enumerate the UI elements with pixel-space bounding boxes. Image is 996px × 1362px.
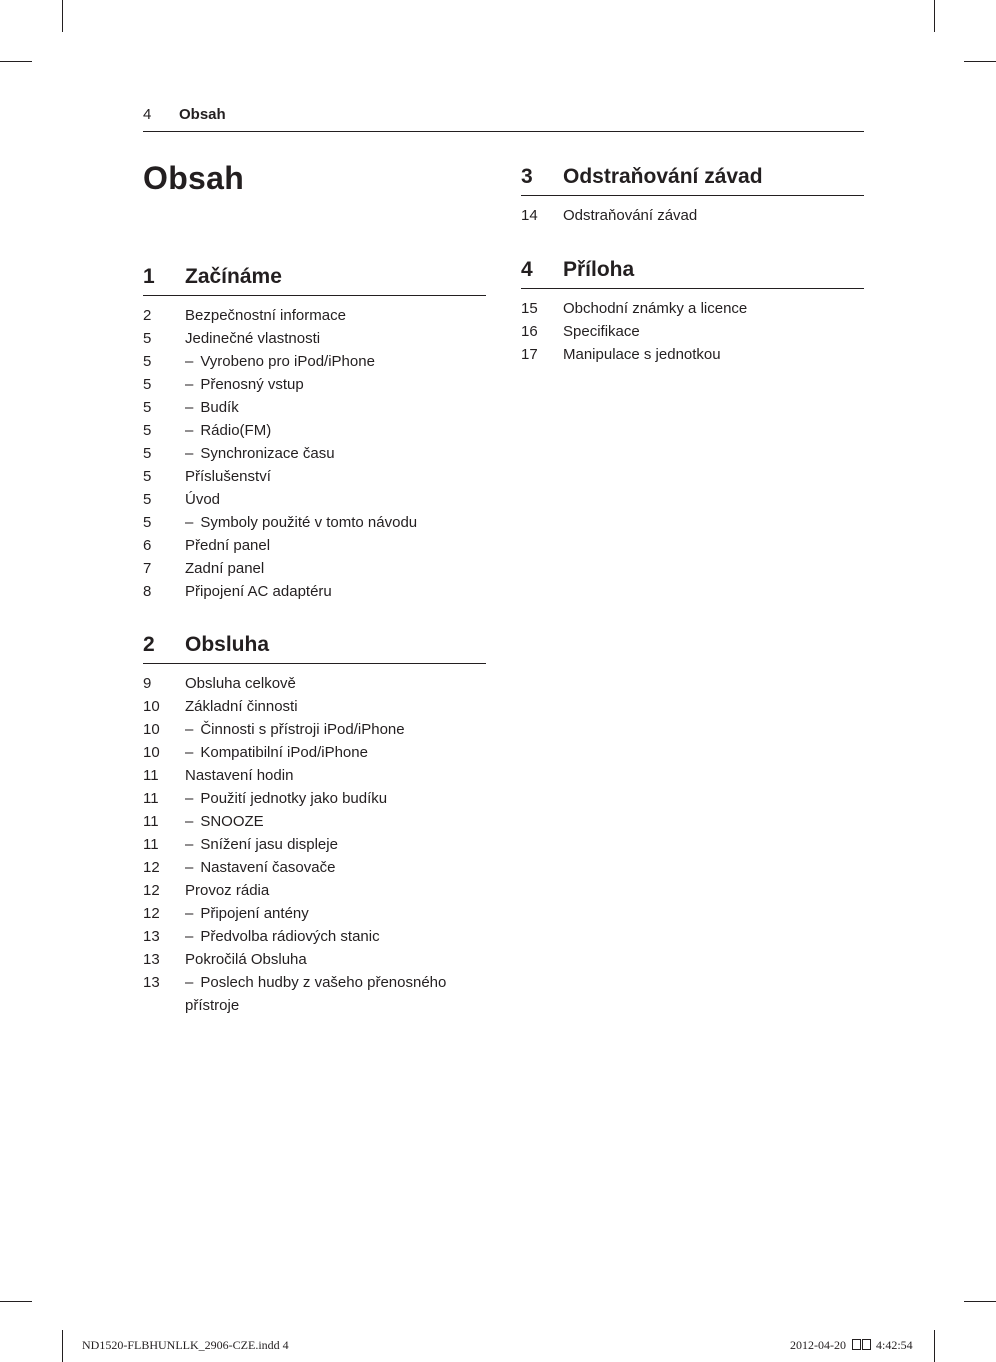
entry-list [521,297,864,366]
entry-title: – Vyrobeno pro iPod/iPhone [185,350,375,373]
print-date: 2012-04-20 [790,1338,846,1352]
entry-page-number: 12 [143,859,160,876]
entry-page-number: 12 [143,905,160,922]
toc-entry [143,764,486,787]
toc-entry [143,994,486,1017]
entry-page-number: 5 [143,491,152,508]
toc-entry [143,442,486,465]
toc-entry [143,902,486,925]
entry-title: Příslušenství [185,468,271,485]
entry-page-number: 10 [143,721,160,738]
entry-title: – Budík [185,396,239,419]
entry-page-number: 17 [521,346,538,363]
entry-page-number: 11 [143,790,159,807]
section-number: 2 [143,633,155,656]
entry-page-number: 11 [143,836,159,853]
toc-entry [143,925,486,948]
section-number: 3 [521,165,533,188]
toc-entry [521,320,864,343]
header-title: Obsah [179,106,226,123]
page-number: 4 [143,106,152,123]
toc-entry [143,833,486,856]
section-title: Příloha [563,258,635,281]
entry-page-number: 10 [143,744,160,761]
crop-mark [934,1330,935,1362]
entry-title: Nastavení hodin [185,767,294,784]
toc-entry [521,343,864,366]
entry-title: Přední panel [185,537,271,554]
entry-title: – Snížení jasu displeje [185,833,338,856]
entry-title: – Připojení antény [185,902,309,925]
section-title: Odstraňování závad [563,165,763,188]
section-number: 4 [521,258,533,281]
entry-page-number: 14 [521,207,538,224]
toc-section-1 [143,263,486,603]
entry-title: – SNOOZE [185,810,264,833]
entry-page-number: 8 [143,583,152,600]
entry-page-number: 5 [143,353,152,370]
section-title: Obsluha [185,633,270,656]
entry-page-number: 15 [521,300,538,317]
section-heading [143,631,486,664]
toc-entry [521,297,864,320]
entry-page-number: 5 [143,468,152,485]
entry-title: – Činnosti s přístroji iPod/iPhone [185,718,405,741]
section-heading [143,263,486,296]
entry-title: – Symboly použité v tomto návodu [185,511,417,534]
toc-entry [143,511,486,534]
crop-mark [964,1301,996,1302]
toc-entry [143,488,486,511]
entry-title: – Nastavení časovače [185,856,335,879]
print-time: 4:42:54 [876,1338,913,1352]
toc-entry [143,534,486,557]
toc-entry [143,580,486,603]
toc-entry [143,718,486,741]
entry-title: Specifikace [563,323,640,340]
toc-entry [143,672,486,695]
entry-page-number: 10 [143,698,160,715]
section-title: Začínáme [185,265,282,288]
missing-glyph-icon [852,1338,872,1353]
entry-page-number: 13 [143,951,160,968]
entry-title: – Synchronizace času [185,442,335,465]
print-timestamp [790,1338,913,1353]
page-title: Obsah [143,160,245,196]
entry-list [143,304,486,603]
toc-section-3 [521,163,864,227]
entry-page-number: 9 [143,675,152,692]
entry-title: Pokročilá Obsluha [185,951,307,968]
entry-page-number: 11 [143,767,159,784]
toc-entry [143,810,486,833]
entry-title: přístroje [185,997,240,1014]
entry-title: Manipulace s jednotkou [563,346,721,363]
crop-mark [62,1330,63,1362]
toc-section-4 [521,256,864,366]
entry-title: – Poslech hudby z vašeho přenosného [185,971,446,994]
toc-entry [143,396,486,419]
toc-entry [143,787,486,810]
toc-entry [143,373,486,396]
entry-page-number: 5 [143,330,152,347]
toc-entry [143,350,486,373]
toc-section-2 [143,631,486,1017]
entry-title: Odstraňování závad [563,207,698,224]
entry-title: – Použití jednotky jako budíku [185,787,387,810]
toc-entry [143,695,486,718]
entry-title: Provoz rádia [185,882,270,899]
entry-title: – Předvolba rádiových stanic [185,925,380,948]
toc-entry [143,465,486,488]
entry-title: Obsluha celkově [185,675,296,692]
entry-title: – Přenosný vstup [185,373,304,396]
crop-mark [0,61,32,62]
entry-page-number: 13 [143,928,160,945]
section-heading [521,256,864,289]
entry-page-number: 5 [143,376,152,393]
entry-page-number: 13 [143,974,160,991]
entry-title: – Rádio(FM) [185,419,271,442]
page-header [143,104,864,132]
section-number: 1 [143,265,155,288]
entry-title: – Kompatibilní iPod/iPhone [185,741,368,764]
entry-title: Bezpečnostní informace [185,307,346,324]
entry-list [143,672,486,1017]
crop-mark [0,1301,32,1302]
crop-mark [934,0,935,32]
toc-entry [143,741,486,764]
toc-entry [143,304,486,327]
entry-page-number: 7 [143,560,152,577]
entry-page-number: 5 [143,445,152,462]
entry-page-number: 6 [143,537,152,554]
toc-entry [521,204,864,227]
file-label: ND1520-FLBHUNLLK_2906-CZE.indd 4 [82,1338,289,1352]
entry-page-number: 2 [143,307,152,324]
crop-mark [62,0,63,32]
entry-page-number: 5 [143,422,152,439]
toc-entry [143,419,486,442]
toc-entry [143,557,486,580]
entry-page-number: 16 [521,323,538,340]
toc-entry [143,948,486,971]
toc-entry [143,971,486,994]
entry-list [521,204,864,227]
toc-entry [143,856,486,879]
entry-page-number: 5 [143,399,152,416]
entry-title: Zadní panel [185,560,265,577]
entry-title: Úvod [185,491,221,508]
entry-title: Obchodní známky a licence [563,300,748,317]
toc-entry [143,327,486,350]
entry-page-number: 5 [143,514,152,531]
entry-title: Jedinečné vlastnosti [185,330,321,347]
toc-entry [143,879,486,902]
entry-page-number: 12 [143,882,160,899]
entry-title: Základní činnosti [185,698,298,715]
crop-mark [964,61,996,62]
entry-title: Připojení AC adaptéru [185,583,332,600]
entry-page-number: 11 [143,813,159,830]
section-heading [521,163,864,196]
